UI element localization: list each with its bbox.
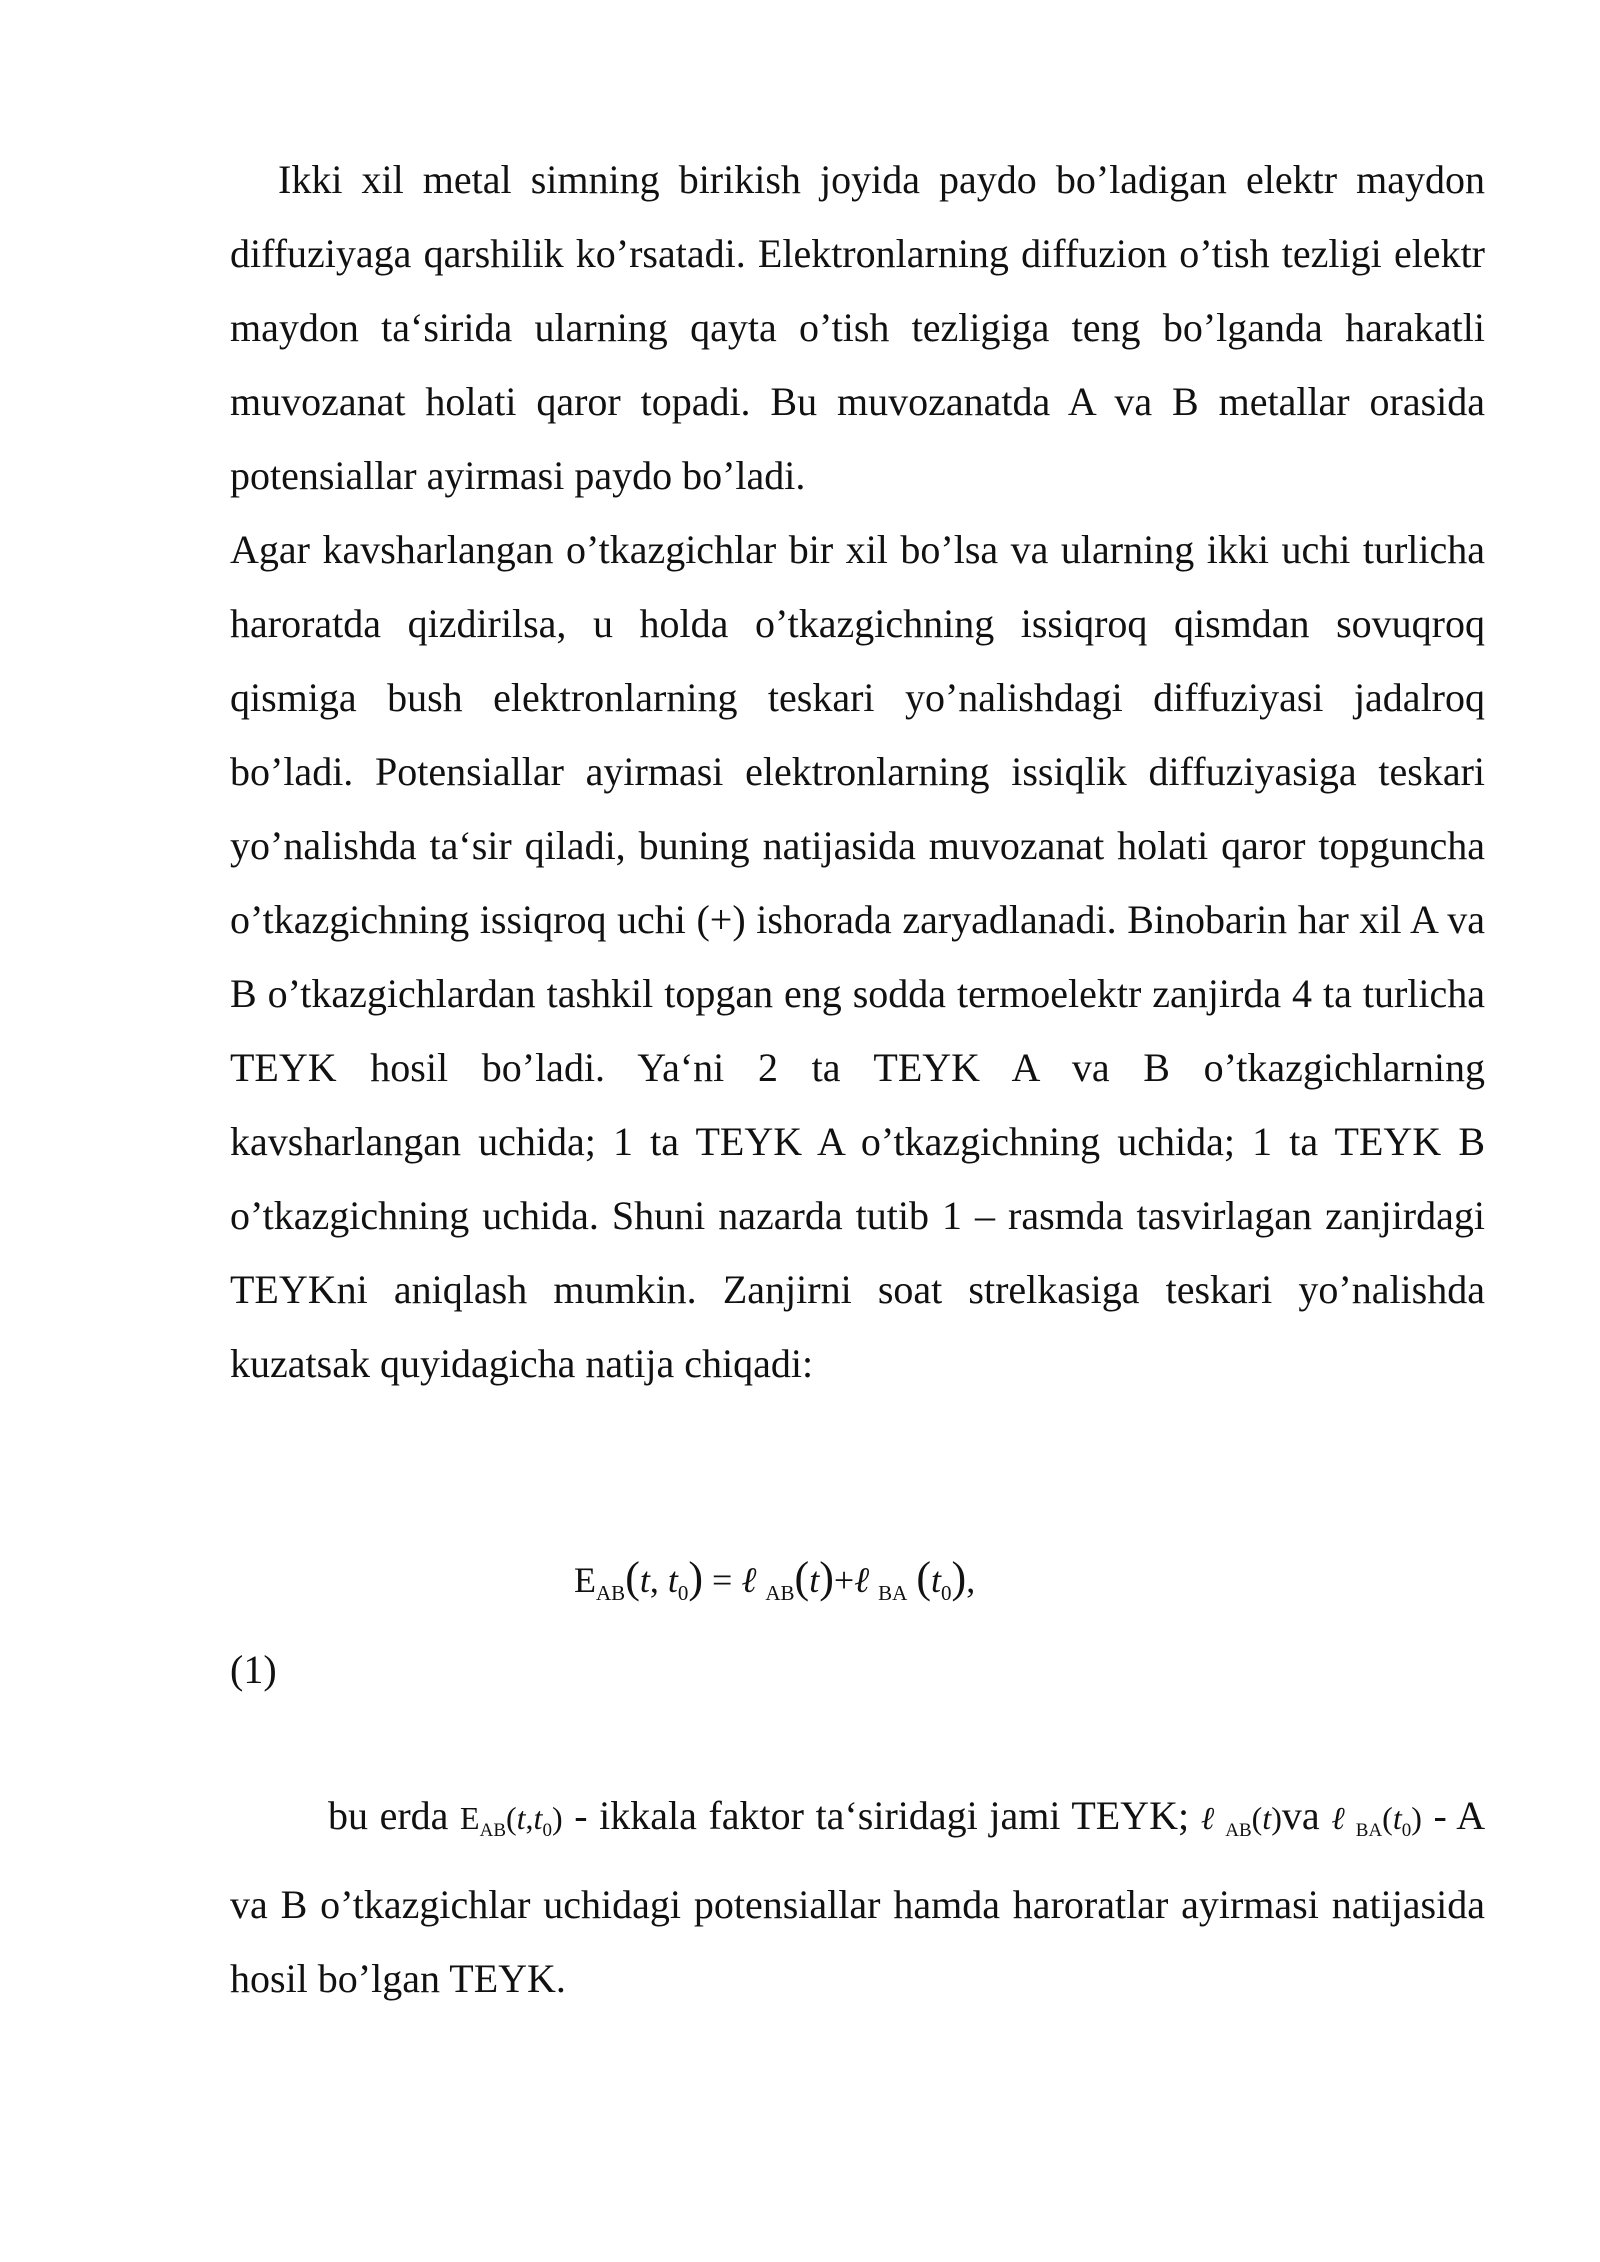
paragraph-1: Ikki xil metal simning birikish joyida paydo bo’ladigan elektr maydon diffuziyaga qarshilik ko’rsatadi. Elektronlarning diffuzion o’tish tezligi elektr maydon ta‘sirida ularning qayta o’tish tezligiga teng bo’lganda harakatli muvozanat holati qaror topadi. Bu muvozanatda A va B metallar orasida potensiallar ayirmasi paydo bo’ladi.: [230, 157, 1485, 498]
eq-var-t: t: [809, 1560, 820, 1600]
p3-end: - A va B o’tkazgichlar uchidagi potensiallar hamda haroratlar ayirmasi natijasida hosil bo’lgan TEYK.: [230, 1793, 1486, 2001]
eq-var-t0: t: [931, 1560, 942, 1600]
eq-rparen: ): [951, 1553, 967, 1602]
eq-lparen: (: [625, 1553, 640, 1602]
eq-sub-ba: BA: [878, 1581, 908, 1605]
eq-equals: =: [712, 1560, 733, 1600]
eq-sub-zero: 0: [941, 1581, 952, 1605]
eq-symbol-E: E: [574, 1560, 596, 1600]
inline-math-ell-ba: ℓ $_{BA}(t_0)$: [1331, 1800, 1422, 1841]
p3-va: va: [1281, 1793, 1320, 1838]
eq-sub-ab: AB: [596, 1581, 626, 1605]
eq-rparen: ): [819, 1553, 834, 1602]
paragraph-2: Agar kavsharlangan o’tkazgichlar bir xil bo’lsa va ularning ikki uchi turlicha haroratda qizdirilsa, u holda o’tkazgichning issiqroq qismdan sovuqroq qismiga bush elektronlarning teskari yo’nalishdagi diffuziyasi jadalroq bo’ladi. Potensiallar ayirmasi elektronlarning issiqlik diffuziyasiga teskari yo’nalishda ta‘sir qiladi, buning natijasida muvozanat holati qaror topguncha o’tkazgichning issiqroq uchi (+) ishorada zaryadlanadi. Binobarin har xil A va B o’tkazgichlardan tashkil topgan eng sodda termoelektr zanjirda 4 ta turlicha TEYK hosil bo’ladi. Ya‘ni 2 ta TEYK A va B o’tkazgichlarning kavsharlangan uchida; 1 ta TEYK A o’tkazgichning uchida; 1 ta TEYK B o’tkazgichning uchida. Shuni nazarda tutib 1 – rasmda tasvirlagan zanjirdagi TEYKni aniqlash mumkin. Zanjirni soat strelkasiga teskari yo’nalishda kuzatsak quyidagicha natija chiqadi:: [230, 527, 1485, 1386]
eq-lparen: (: [916, 1553, 932, 1602]
eq-ell: ℓ: [741, 1560, 757, 1600]
eq-sub-ab: AB: [765, 1581, 795, 1605]
eq-plus: +: [833, 1560, 855, 1600]
equation-number: (1): [230, 1647, 277, 1692]
p3-intro: bu erda: [328, 1793, 449, 1838]
eq-var-t: t: [639, 1560, 650, 1600]
eq-rparen: ): [688, 1553, 704, 1602]
equation-1: [574, 1548, 975, 1623]
p3-mid: - ikkala faktor ta‘siridagi jami TEYK;: [574, 1793, 1190, 1838]
eq-var-t0: t: [667, 1560, 678, 1600]
eq-comma: ,: [649, 1560, 659, 1600]
eq-lparen: (: [794, 1553, 810, 1602]
eq-ell: ℓ: [854, 1560, 870, 1600]
inline-math-E-total: $E_{AB}(t,t_0)$: [460, 1800, 563, 1841]
eq-trailing-comma: ,: [966, 1560, 976, 1600]
paragraph-3: [230, 1779, 1485, 2016]
eq-sub-zero: 0: [677, 1581, 689, 1605]
inline-math-ell-ab: ℓ $_{AB}$(t): [1200, 1800, 1282, 1841]
